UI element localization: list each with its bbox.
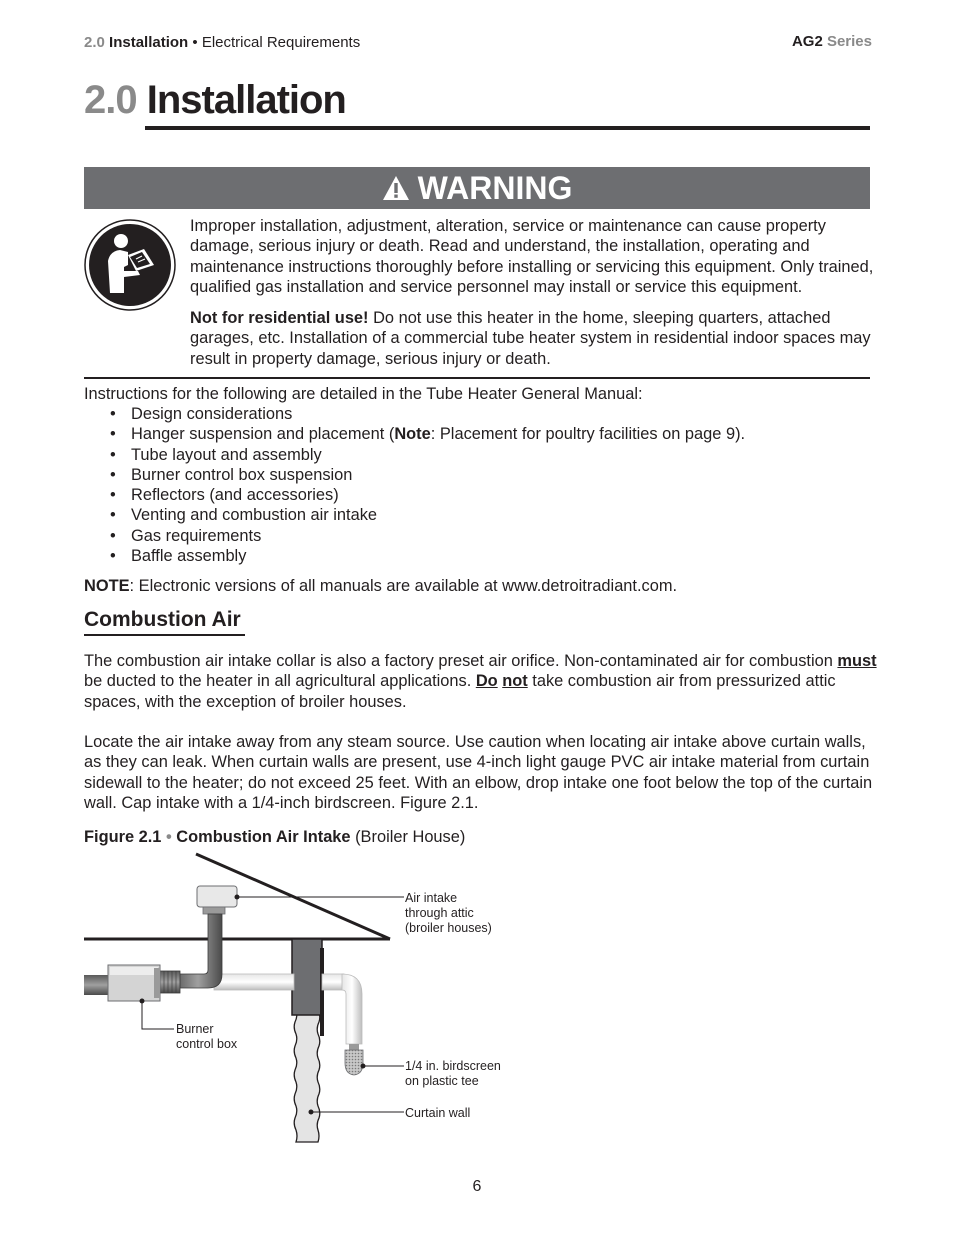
- header-model: AG2: [791, 33, 823, 50]
- warning-residential-label: Not for residential use!: [190, 309, 369, 328]
- warning-triangle-icon: [382, 175, 410, 201]
- warning-residential-text: Do not use this heater in the home, sleeping quarters, attached garages, etc. Installation of a commercial tube heater system in residential indoor spaces may result in property damage, serious injury or death.: [190, 309, 871, 368]
- p1-text-c: take combustion air from pressurized attic spaces, with the exception of broiler houses.: [84, 672, 836, 711]
- callout-dots: [140, 895, 366, 1115]
- callout-burner: [176, 1022, 237, 1052]
- list-item: • Gas requirements: [110, 526, 745, 546]
- callout-curtain-wall: [405, 1106, 470, 1121]
- callout-line: Air intake: [405, 891, 458, 905]
- list-item: • Baffle assembly: [110, 546, 745, 566]
- list-item: • Venting and combustion air intake: [110, 505, 745, 525]
- list-item: • Reflectors (and accessories): [110, 485, 745, 505]
- title-number: 2.0: [84, 78, 137, 122]
- list-item: • Design considerations: [110, 404, 745, 424]
- figure-suffix: (Broiler House): [350, 828, 466, 846]
- list-item-note-label: Note: [394, 425, 431, 444]
- page-number: 6: [472, 1178, 482, 1195]
- callout-line: through attic: [405, 906, 474, 920]
- figure-caption: [84, 828, 465, 847]
- combustion-paragraph-1: [84, 651, 884, 712]
- instruction-list: [110, 404, 745, 566]
- p1-text-a: The combustion air intake collar is also a factory preset air orifice. Non-contaminated air for combustion: [84, 652, 838, 670]
- emphasis-do: Do: [475, 672, 498, 691]
- header-section-title: Installation: [109, 34, 189, 51]
- note-text: : Electronic versions of all manuals are available at www.detroitradiant.com.: [129, 577, 678, 595]
- intro-text: Instructions for the following are detailed in the Tube Heater General Manual:: [84, 385, 643, 403]
- figure-dot: •: [161, 828, 177, 846]
- warning-paragraph-2: [190, 308, 880, 369]
- callout-air-intake: [405, 891, 492, 936]
- warning-heading: WARNING: [417, 169, 573, 206]
- list-item: [110, 424, 745, 444]
- figure-label: Figure 2.1: [84, 828, 162, 846]
- page-title: [84, 78, 346, 123]
- running-header-left: [84, 34, 360, 51]
- callout-line: control box: [176, 1037, 238, 1051]
- header-section-number: 2.0: [84, 34, 105, 51]
- emphasis-not: not: [502, 672, 528, 691]
- title-rule: [145, 126, 870, 130]
- heading-underline: [84, 634, 245, 636]
- read-manual-icon: [84, 219, 176, 316]
- callout-line: Curtain wall: [405, 1106, 471, 1120]
- callout-line: (broiler houses): [405, 921, 492, 935]
- burner-control-box: [84, 965, 160, 1001]
- figure-title: Combustion Air Intake: [176, 828, 351, 846]
- warning-paragraph-1: Improper installation, adjustment, alteration, service or maintenance can cause property damage, serious injury or death. Read and understand, the installation, operating and maintenance instructions thoroughly before installing or servicing this equipment. Only trained, qualified gas installation and service personnel may install or service this equipment.: [190, 217, 874, 296]
- list-item: • Tube layout and assembly: [110, 445, 745, 465]
- combustion-air-heading: Combustion Air: [84, 608, 241, 631]
- header-subsection: Electrical Requirements: [201, 34, 361, 51]
- list-item-text: Hanger suspension and placement (: [131, 425, 395, 444]
- warning-text: [190, 216, 880, 380]
- note-label: NOTE: [84, 577, 130, 595]
- running-header-right: [792, 33, 872, 50]
- header-series: Series: [826, 33, 872, 50]
- callout-line: 1/4 in. birdscreen: [405, 1059, 501, 1073]
- callout-line: Burner: [176, 1022, 214, 1036]
- header-bullet: •: [188, 34, 202, 51]
- callout-line: on plastic tee: [405, 1074, 479, 1088]
- list-item-note-text: : Placement for poultry facilities on page 9).: [430, 425, 746, 444]
- manuals-note: [84, 576, 870, 596]
- title-text: Installation: [146, 78, 346, 122]
- callout-birdscreen: [405, 1059, 501, 1089]
- list-item: • Burner control box suspension: [110, 465, 745, 485]
- combustion-paragraph-2: Locate the air intake away from any steam source. Use caution when locating air intake above curtain walls, as they can leak. When curtain walls are present, use 4-inch light gauge PVC air intake material from curtain sidewall to the heater; do not exceed 25 feet. With an elbow, drop intake one foot below the top of the curtain wall. Cap intake with a 1/4-inch birdscreen. Figure 2.1.: [84, 733, 873, 812]
- emphasis-must: must: [837, 652, 877, 670]
- section-divider: [84, 377, 870, 379]
- warning-banner: [84, 167, 870, 209]
- p1-text-b: be ducted to the heater in all agricultural applications.: [84, 672, 476, 691]
